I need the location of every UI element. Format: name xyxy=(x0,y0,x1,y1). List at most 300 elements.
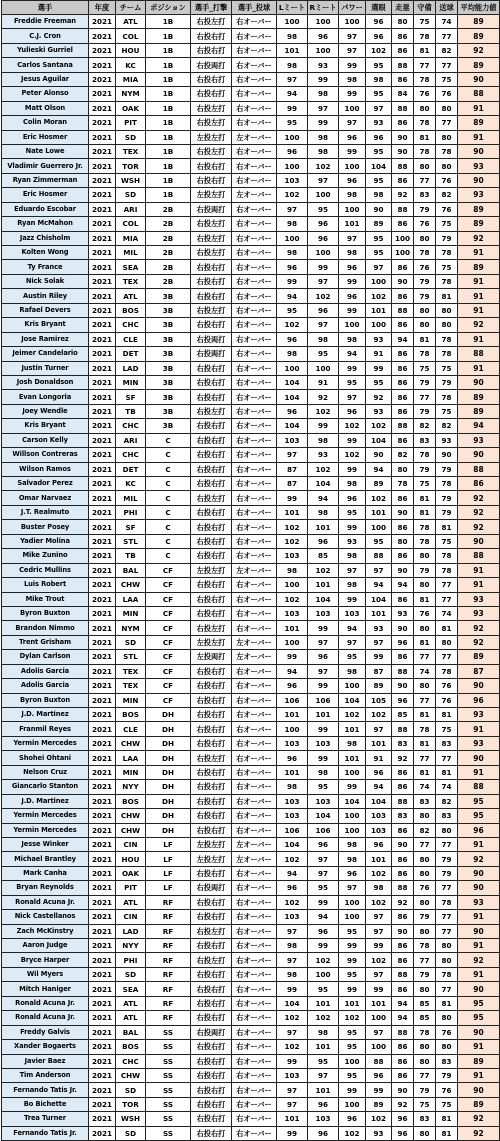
eye-cell: 89 xyxy=(366,1097,392,1111)
throwing-arm-cell: 80 xyxy=(436,159,458,173)
baserunning-cell: 86 xyxy=(392,650,414,664)
eye-cell: 88 xyxy=(366,549,392,563)
batting-cell: 右投右打 xyxy=(191,534,232,548)
throwing-arm-cell: 75 xyxy=(436,260,458,274)
throwing-arm-cell: 83 xyxy=(436,809,458,823)
baserunning-cell: 83 xyxy=(392,809,414,823)
average-rating-cell: 91 xyxy=(458,1040,500,1054)
baserunning-cell: 90 xyxy=(392,144,414,158)
power-cell: 100 xyxy=(339,895,366,909)
defense-cell: 79 xyxy=(414,1083,436,1097)
contact-left-cell: 101 xyxy=(277,1112,308,1126)
table-row xyxy=(2,462,500,476)
year-cell: 2021 xyxy=(89,1011,116,1025)
year-cell: 2021 xyxy=(89,650,116,664)
eye-cell: 101 xyxy=(366,852,392,866)
defense-cell: 81 xyxy=(414,505,436,519)
throwing-cell: 右オーバー xyxy=(232,419,277,433)
throwing-arm-cell: 79 xyxy=(436,1068,458,1082)
baserunning-cell: 92 xyxy=(392,895,414,909)
throwing-arm-cell: 80 xyxy=(436,1011,458,1025)
position-cell: SS xyxy=(146,1126,191,1140)
table-row xyxy=(2,852,500,866)
year-cell: 2021 xyxy=(89,708,116,722)
average-rating-cell: 92 xyxy=(458,505,500,519)
position-cell: CF xyxy=(146,664,191,678)
contact-left-cell: 97 xyxy=(277,1083,308,1097)
throwing-arm-cell: 76 xyxy=(436,679,458,693)
power-cell: 99 xyxy=(339,361,366,375)
contact-left-cell: 96 xyxy=(277,751,308,765)
position-cell: 1B xyxy=(146,159,191,173)
throwing-cell: 左オーバー xyxy=(232,852,277,866)
batting-cell: 右投右打 xyxy=(191,736,232,750)
position-cell: SS xyxy=(146,1025,191,1039)
contact-left-cell: 103 xyxy=(277,910,308,924)
player-name-cell: Carson Kelly xyxy=(2,433,89,447)
table-row xyxy=(2,303,500,317)
throwing-arm-cell: 77 xyxy=(436,116,458,130)
header-baserunning: 走塁 xyxy=(392,1,414,15)
contact-left-cell: 103 xyxy=(277,736,308,750)
contact-right-cell: 95 xyxy=(308,881,339,895)
team-cell: LAA xyxy=(116,592,146,606)
team-cell: CHC xyxy=(116,318,146,332)
player-name-cell: Dylan Carlson xyxy=(2,650,89,664)
year-cell: 2021 xyxy=(89,43,116,57)
player-name-cell: Zach McKinstry xyxy=(2,924,89,938)
throwing-cell: 右オーバー xyxy=(232,491,277,505)
batting-cell: 右投左打 xyxy=(191,144,232,158)
defense-cell: 80 xyxy=(414,303,436,317)
defense-cell: 81 xyxy=(414,708,436,722)
contact-right-cell: 99 xyxy=(308,260,339,274)
defense-cell: 77 xyxy=(414,390,436,404)
batting-cell: 左投左打 xyxy=(191,837,232,851)
throwing-arm-cell: 75 xyxy=(436,404,458,418)
player-name-cell: Jazz Chisholm xyxy=(2,231,89,245)
position-cell: DH xyxy=(146,722,191,736)
table-row xyxy=(2,866,500,880)
baserunning-cell: 86 xyxy=(392,780,414,794)
table-row xyxy=(2,144,500,158)
power-cell: 101 xyxy=(339,217,366,231)
power-cell: 93 xyxy=(339,534,366,548)
defense-cell: 78 xyxy=(414,1025,436,1039)
table-row xyxy=(2,173,500,187)
average-rating-cell: 90 xyxy=(458,982,500,996)
year-cell: 2021 xyxy=(89,982,116,996)
player-name-cell: Bryce Harper xyxy=(2,953,89,967)
average-rating-cell: 89 xyxy=(458,29,500,43)
baserunning-cell: 90 xyxy=(392,563,414,577)
defense-cell: 81 xyxy=(414,130,436,144)
eye-cell: 99 xyxy=(366,1083,392,1097)
power-cell: 98 xyxy=(339,664,366,678)
batting-cell: 右投右打 xyxy=(191,361,232,375)
year-cell: 2021 xyxy=(89,173,116,187)
player-name-cell: Michael Brantley xyxy=(2,852,89,866)
average-rating-cell: 93 xyxy=(458,606,500,620)
batting-cell: 右投右打 xyxy=(191,1040,232,1054)
defense-cell: 80 xyxy=(414,679,436,693)
baserunning-cell: 92 xyxy=(392,751,414,765)
header-average-rating: 平均能力値 xyxy=(458,1,500,15)
contact-right-cell: 104 xyxy=(308,592,339,606)
year-cell: 2021 xyxy=(89,332,116,346)
power-cell: 100 xyxy=(339,765,366,779)
batting-cell: 右投両打 xyxy=(191,1025,232,1039)
player-name-cell: Javier Baez xyxy=(2,1054,89,1068)
throwing-cell: 右オーバー xyxy=(232,448,277,462)
power-cell: 96 xyxy=(339,289,366,303)
position-cell: LF xyxy=(146,866,191,880)
average-rating-cell: 91 xyxy=(458,837,500,851)
table-row xyxy=(2,1112,500,1126)
year-cell: 2021 xyxy=(89,419,116,433)
team-cell: SD xyxy=(116,188,146,202)
table-row xyxy=(2,404,500,418)
team-cell: HOU xyxy=(116,43,146,57)
throwing-arm-cell: 78 xyxy=(436,246,458,260)
throwing-cell: 右オーバー xyxy=(232,390,277,404)
eye-cell: 95 xyxy=(366,58,392,72)
batting-cell: 右投右打 xyxy=(191,72,232,86)
contact-left-cell: 96 xyxy=(277,332,308,346)
throwing-cell: 右オーバー xyxy=(232,809,277,823)
throwing-cell: 右オーバー xyxy=(232,101,277,115)
year-cell: 2021 xyxy=(89,852,116,866)
player-name-cell: Evan Longoria xyxy=(2,390,89,404)
contact-right-cell: 101 xyxy=(308,1083,339,1097)
player-name-cell: Brandon Nimmo xyxy=(2,621,89,635)
contact-left-cell: 96 xyxy=(277,679,308,693)
team-cell: CHW xyxy=(116,823,146,837)
player-name-cell: Mark Canha xyxy=(2,866,89,880)
power-cell: 99 xyxy=(339,939,366,953)
position-cell: 1B xyxy=(146,173,191,187)
year-cell: 2021 xyxy=(89,130,116,144)
average-rating-cell: 89 xyxy=(458,15,500,29)
throwing-arm-cell: 80 xyxy=(436,101,458,115)
contact-left-cell: 97 xyxy=(277,1025,308,1039)
player-name-cell: Xander Bogaerts xyxy=(2,1040,89,1054)
throwing-arm-cell: 76 xyxy=(436,87,458,101)
contact-left-cell: 100 xyxy=(277,635,308,649)
table-row xyxy=(2,939,500,953)
throwing-cell: 右オーバー xyxy=(232,318,277,332)
throwing-arm-cell: 78 xyxy=(436,895,458,909)
average-rating-cell: 93 xyxy=(458,736,500,750)
year-cell: 2021 xyxy=(89,621,116,635)
team-cell: OAK xyxy=(116,866,146,880)
eye-cell: 95 xyxy=(366,246,392,260)
contact-left-cell: 97 xyxy=(277,953,308,967)
contact-right-cell: 97 xyxy=(308,664,339,678)
eye-cell: 101 xyxy=(366,736,392,750)
year-cell: 2021 xyxy=(89,606,116,620)
eye-cell: 101 xyxy=(366,606,392,620)
power-cell: 100 xyxy=(339,679,366,693)
average-rating-cell: 88 xyxy=(458,462,500,476)
year-cell: 2021 xyxy=(89,679,116,693)
team-cell: SEA xyxy=(116,982,146,996)
baserunning-cell: 86 xyxy=(392,953,414,967)
batting-cell: 右投右打 xyxy=(191,967,232,981)
batting-cell: 右投右打 xyxy=(191,592,232,606)
contact-right-cell: 100 xyxy=(308,188,339,202)
position-cell: 1B xyxy=(146,101,191,115)
eye-cell: 96 xyxy=(366,837,392,851)
average-rating-cell: 93 xyxy=(458,708,500,722)
baserunning-cell: 86 xyxy=(392,823,414,837)
position-cell: 3B xyxy=(146,318,191,332)
position-cell: RF xyxy=(146,967,191,981)
throwing-arm-cell: 79 xyxy=(436,231,458,245)
contact-right-cell: 98 xyxy=(308,332,339,346)
player-ratings-table xyxy=(1,0,500,1141)
contact-left-cell: 102 xyxy=(277,895,308,909)
contact-right-cell: 95 xyxy=(308,780,339,794)
table-row xyxy=(2,29,500,43)
eye-cell: 104 xyxy=(366,794,392,808)
table-row xyxy=(2,621,500,635)
team-cell: KC xyxy=(116,477,146,491)
throwing-cell: 右オーバー xyxy=(232,116,277,130)
defense-cell: 79 xyxy=(414,274,436,288)
power-cell: 95 xyxy=(339,375,366,389)
average-rating-cell: 88 xyxy=(458,549,500,563)
throwing-arm-cell: 80 xyxy=(436,1040,458,1054)
eye-cell: 96 xyxy=(366,130,392,144)
year-cell: 2021 xyxy=(89,116,116,130)
average-rating-cell: 95 xyxy=(458,1011,500,1025)
throwing-cell: 右オーバー xyxy=(232,202,277,216)
power-cell: 96 xyxy=(339,1112,366,1126)
power-cell: 102 xyxy=(339,1011,366,1025)
contact-right-cell: 94 xyxy=(308,491,339,505)
power-cell: 100 xyxy=(339,809,366,823)
position-cell: RF xyxy=(146,910,191,924)
throwing-arm-cell: 76 xyxy=(436,1025,458,1039)
defense-cell: 78 xyxy=(414,520,436,534)
baserunning-cell: 88 xyxy=(392,101,414,115)
player-name-cell: Nate Lowe xyxy=(2,144,89,158)
batting-cell: 右投右打 xyxy=(191,606,232,620)
eye-cell: 93 xyxy=(366,332,392,346)
eye-cell: 102 xyxy=(366,895,392,909)
batting-cell: 右投右打 xyxy=(191,318,232,332)
contact-left-cell: 87 xyxy=(277,462,308,476)
contact-right-cell: 99 xyxy=(308,679,339,693)
throwing-cell: 左オーバー xyxy=(232,650,277,664)
batting-cell: 右投右打 xyxy=(191,1011,232,1025)
team-cell: ARI xyxy=(116,433,146,447)
contact-right-cell: 100 xyxy=(308,43,339,57)
position-cell: CF xyxy=(146,563,191,577)
table-row xyxy=(2,924,500,938)
average-rating-cell: 91 xyxy=(458,246,500,260)
throwing-cell: 右オーバー xyxy=(232,43,277,57)
table-row xyxy=(2,202,500,216)
contact-left-cell: 101 xyxy=(277,43,308,57)
average-rating-cell: 95 xyxy=(458,794,500,808)
eye-cell: 97 xyxy=(366,910,392,924)
position-cell: C xyxy=(146,534,191,548)
defense-cell: 76 xyxy=(414,606,436,620)
table-row xyxy=(2,419,500,433)
team-cell: OAK xyxy=(116,101,146,115)
power-cell: 99 xyxy=(339,780,366,794)
year-cell: 2021 xyxy=(89,289,116,303)
eye-cell: 91 xyxy=(366,751,392,765)
eye-cell: 102 xyxy=(366,708,392,722)
eye-cell: 95 xyxy=(366,144,392,158)
contact-left-cell: 98 xyxy=(277,29,308,43)
baserunning-cell: 93 xyxy=(392,606,414,620)
team-cell: SD xyxy=(116,130,146,144)
batting-cell: 右投左打 xyxy=(191,15,232,29)
baserunning-cell: 86 xyxy=(392,1068,414,1082)
power-cell: 95 xyxy=(339,967,366,981)
position-cell: 3B xyxy=(146,303,191,317)
player-name-cell: Yadier Molina xyxy=(2,534,89,548)
player-name-cell: Adolis Garcia xyxy=(2,664,89,678)
baserunning-cell: 96 xyxy=(392,635,414,649)
contact-right-cell: 99 xyxy=(308,939,339,953)
average-rating-cell: 90 xyxy=(458,866,500,880)
year-cell: 2021 xyxy=(89,722,116,736)
eye-cell: 88 xyxy=(366,1054,392,1068)
throwing-cell: 右オーバー xyxy=(232,361,277,375)
throwing-cell: 右オーバー xyxy=(232,347,277,361)
baserunning-cell: 86 xyxy=(392,1040,414,1054)
throwing-arm-cell: 74 xyxy=(436,606,458,620)
throwing-arm-cell: 78 xyxy=(436,549,458,563)
throwing-arm-cell: 81 xyxy=(436,996,458,1010)
contact-right-cell: 99 xyxy=(308,751,339,765)
player-name-cell: Joey Wendle xyxy=(2,404,89,418)
contact-right-cell: 91 xyxy=(308,375,339,389)
position-cell: 1B xyxy=(146,58,191,72)
baserunning-cell: 94 xyxy=(392,578,414,592)
table-row xyxy=(2,1054,500,1068)
year-cell: 2021 xyxy=(89,809,116,823)
average-rating-cell: 91 xyxy=(458,274,500,288)
position-cell: CF xyxy=(146,578,191,592)
throwing-cell: 左オーバー xyxy=(232,635,277,649)
batting-cell: 右投両打 xyxy=(191,332,232,346)
defense-cell: 78 xyxy=(414,939,436,953)
baserunning-cell: 92 xyxy=(392,188,414,202)
eye-cell: 90 xyxy=(366,448,392,462)
player-name-cell: Josh Donaldson xyxy=(2,375,89,389)
power-cell: 95 xyxy=(339,924,366,938)
batting-cell: 右投右打 xyxy=(191,722,232,736)
throwing-cell: 右オーバー xyxy=(232,866,277,880)
eye-cell: 94 xyxy=(366,578,392,592)
throwing-cell: 右オーバー xyxy=(232,246,277,260)
defense-cell: 80 xyxy=(414,895,436,909)
table-row xyxy=(2,347,500,361)
baserunning-cell: 88 xyxy=(392,794,414,808)
baserunning-cell: 86 xyxy=(392,43,414,57)
baserunning-cell: 86 xyxy=(392,982,414,996)
position-cell: CF xyxy=(146,606,191,620)
player-name-cell: Fernando Tatis Jr. xyxy=(2,1083,89,1097)
power-cell: 102 xyxy=(339,419,366,433)
baserunning-cell: 88 xyxy=(392,967,414,981)
table-row xyxy=(2,650,500,664)
table-row xyxy=(2,1097,500,1111)
power-cell: 96 xyxy=(339,260,366,274)
power-cell: 100 xyxy=(339,823,366,837)
contact-left-cell: 103 xyxy=(277,809,308,823)
position-cell: 3B xyxy=(146,289,191,303)
eye-cell: 89 xyxy=(366,477,392,491)
position-cell: 3B xyxy=(146,390,191,404)
batting-cell: 右投右打 xyxy=(191,1083,232,1097)
player-name-cell: Giancarlo Stanton xyxy=(2,780,89,794)
defense-cell: 83 xyxy=(414,1112,436,1126)
defense-cell: 82 xyxy=(414,419,436,433)
table-row xyxy=(2,116,500,130)
throwing-cell: 右オーバー xyxy=(232,693,277,707)
contact-left-cell: 104 xyxy=(277,996,308,1010)
baserunning-cell: 86 xyxy=(392,852,414,866)
team-cell: STL xyxy=(116,534,146,548)
contact-right-cell: 97 xyxy=(308,866,339,880)
throwing-arm-cell: 78 xyxy=(436,332,458,346)
position-cell: 1B xyxy=(146,188,191,202)
contact-right-cell: 93 xyxy=(308,448,339,462)
contact-right-cell: 94 xyxy=(308,910,339,924)
power-cell: 99 xyxy=(339,58,366,72)
power-cell: 97 xyxy=(339,43,366,57)
eye-cell: 96 xyxy=(366,29,392,43)
average-rating-cell: 91 xyxy=(458,332,500,346)
throwing-arm-cell: 80 xyxy=(436,823,458,837)
year-cell: 2021 xyxy=(89,260,116,274)
baserunning-cell: 88 xyxy=(392,58,414,72)
contact-left-cell: 102 xyxy=(277,852,308,866)
power-cell: 101 xyxy=(339,722,366,736)
table-row xyxy=(2,231,500,245)
year-cell: 2021 xyxy=(89,866,116,880)
average-rating-cell: 88 xyxy=(458,87,500,101)
player-name-cell: Willson Contreras xyxy=(2,448,89,462)
baserunning-cell: 86 xyxy=(392,318,414,332)
baserunning-cell: 86 xyxy=(392,404,414,418)
contact-left-cell: 96 xyxy=(277,144,308,158)
average-rating-cell: 89 xyxy=(458,1054,500,1068)
eye-cell: 102 xyxy=(366,1112,392,1126)
average-rating-cell: 92 xyxy=(458,231,500,245)
defense-cell: 79 xyxy=(414,289,436,303)
team-cell: CHC xyxy=(116,419,146,433)
team-cell: WSH xyxy=(116,173,146,187)
throwing-arm-cell: 81 xyxy=(436,289,458,303)
player-name-cell: Cedric Mullins xyxy=(2,563,89,577)
player-name-cell: Yulieski Gurriel xyxy=(2,43,89,57)
average-rating-cell: 88 xyxy=(458,347,500,361)
eye-cell: 97 xyxy=(366,563,392,577)
year-cell: 2021 xyxy=(89,823,116,837)
batting-cell: 右投両打 xyxy=(191,202,232,216)
year-cell: 2021 xyxy=(89,520,116,534)
table-row xyxy=(2,520,500,534)
position-cell: CF xyxy=(146,621,191,635)
